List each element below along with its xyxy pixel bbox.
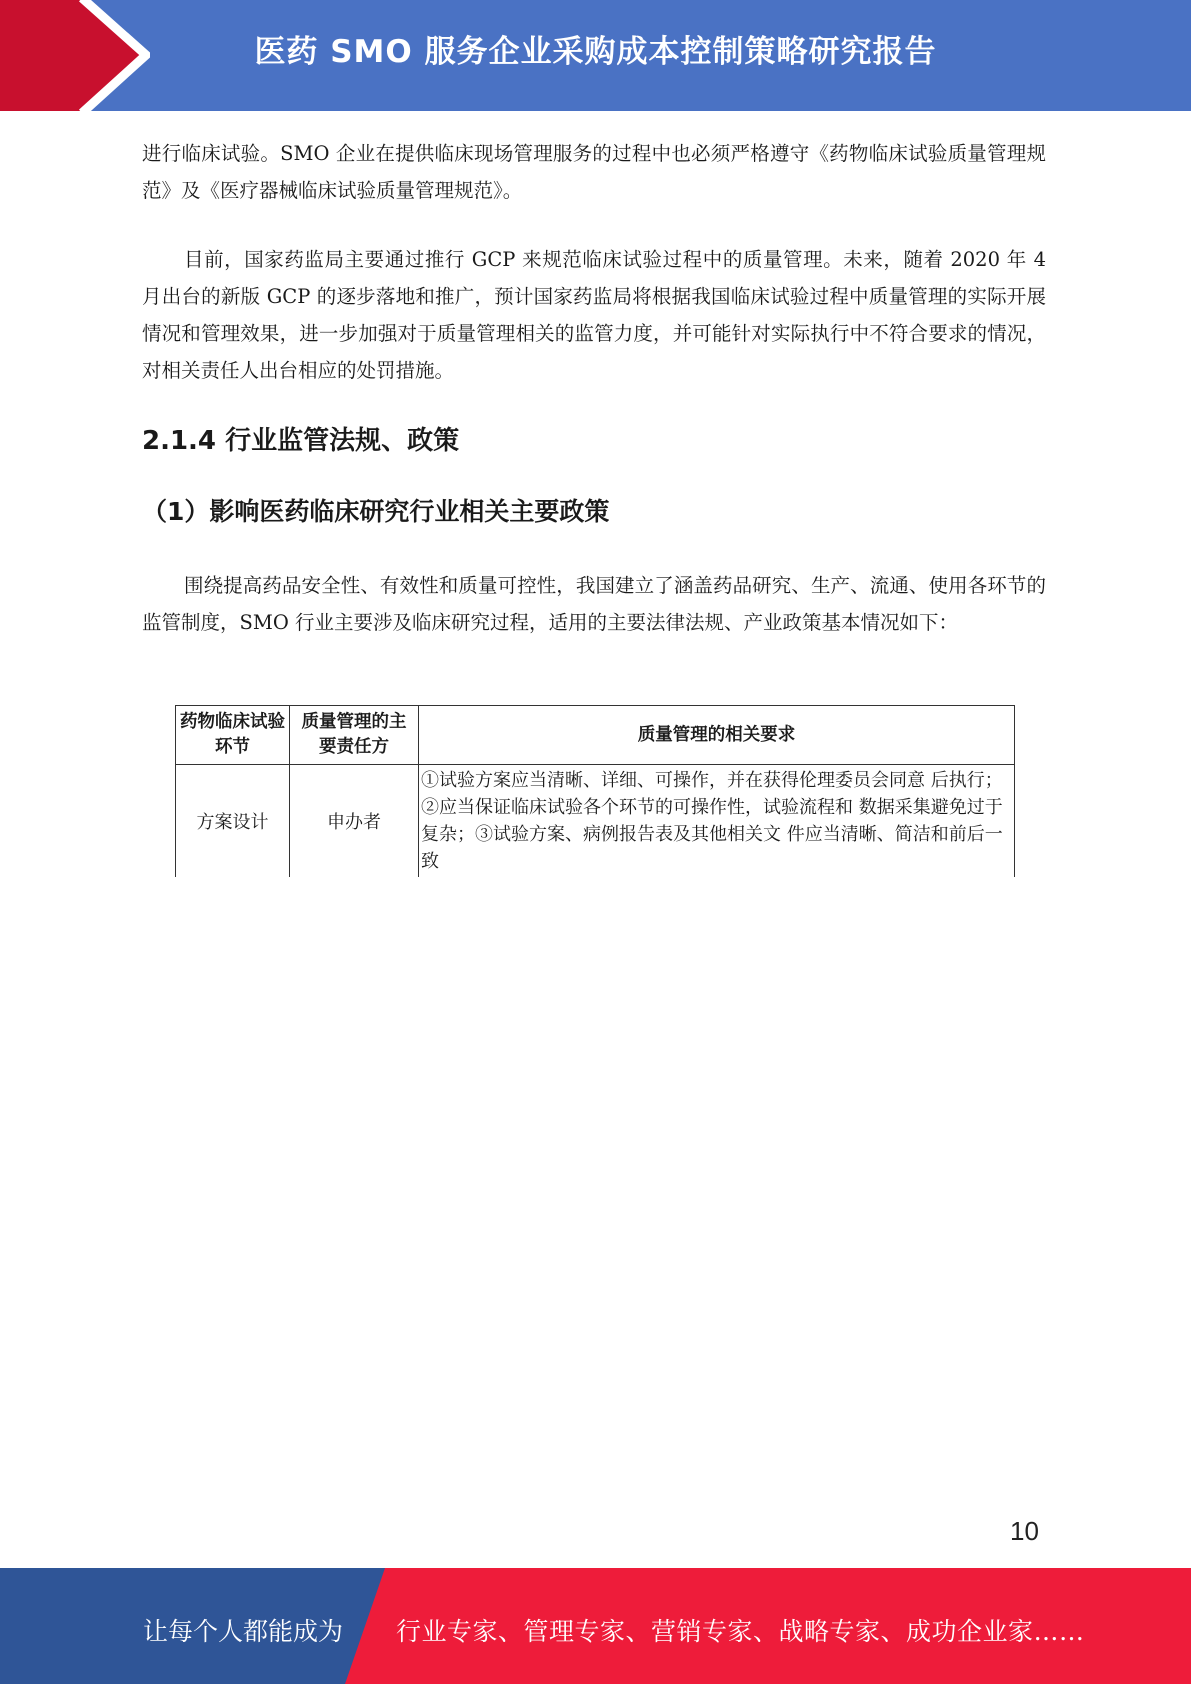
page-number: 10 xyxy=(1010,1516,1039,1546)
header-requirement: 质量管理的相关要求 xyxy=(419,706,1015,765)
report-title: 医药 SMO 服务企业采购成本控制策略研究报告 xyxy=(254,34,937,70)
cell-party: 申办者 xyxy=(290,765,419,878)
header-party: 质量管理的主要责任方 xyxy=(290,706,419,765)
quality-management-table xyxy=(175,705,1015,877)
table-header-row xyxy=(176,706,1015,765)
table-row xyxy=(176,765,1015,878)
paragraph-1: 进行临床试验。SMO 企业在提供临床现场管理服务的过程中也必须严格遵守《药物临床试验质量管理规范》及《医疗器械临床试验质量管理规范》。 xyxy=(142,142,1046,202)
section-heading: 2.1.4 行业监管法规、政策 xyxy=(142,426,460,456)
cell-stage: 方案设计 xyxy=(176,765,290,878)
page-header xyxy=(0,0,1191,111)
header-stage: 药物临床试验环节 xyxy=(176,706,290,765)
subsection-heading: （1）影响医药临床研究行业相关主要政策 xyxy=(142,497,610,526)
paragraph-3: 围绕提高药品安全性、有效性和质量可控性，我国建立了涵盖药品研究、生产、流通、使用各环节的监管制度，SMO 行业主要涉及临床研究过程，适用的主要法律法规、产业政策基本情况如下： xyxy=(142,574,1046,634)
paragraph-2: 目前，国家药监局主要通过推行 GCP 来规范临床试验过程中的质量管理。未来，随着 2020 年 4 月出台的新版 GCP 的逐步落地和推广，预计国家药监局将根据我国临床试验过程中质量管理的实际开展情况和管理效果，进一步加强对于质量管理相关的监管力度，并可能针对实际执行中不符合要求的情况，对相关责任人出台相应的处罚措施。 xyxy=(142,248,1046,382)
footer-slogan-left: 让每个人都能成为 xyxy=(143,1617,344,1646)
cell-requirement: ①试验方案应当清晰、详细、可操作，并在获得伦理委员会同意 后执行；②应当保证临床试验各个环节的可操作性，试验流程和 数据采集避免过于复杂；③试验方案、病例报告表及其他相关文 件应当清晰、简洁和前后一致 xyxy=(419,765,1015,878)
page-footer xyxy=(0,1568,1191,1684)
footer-slogan-right: 行业专家、管理专家、营销专家、战略专家、成功企业家…… xyxy=(396,1617,1085,1646)
